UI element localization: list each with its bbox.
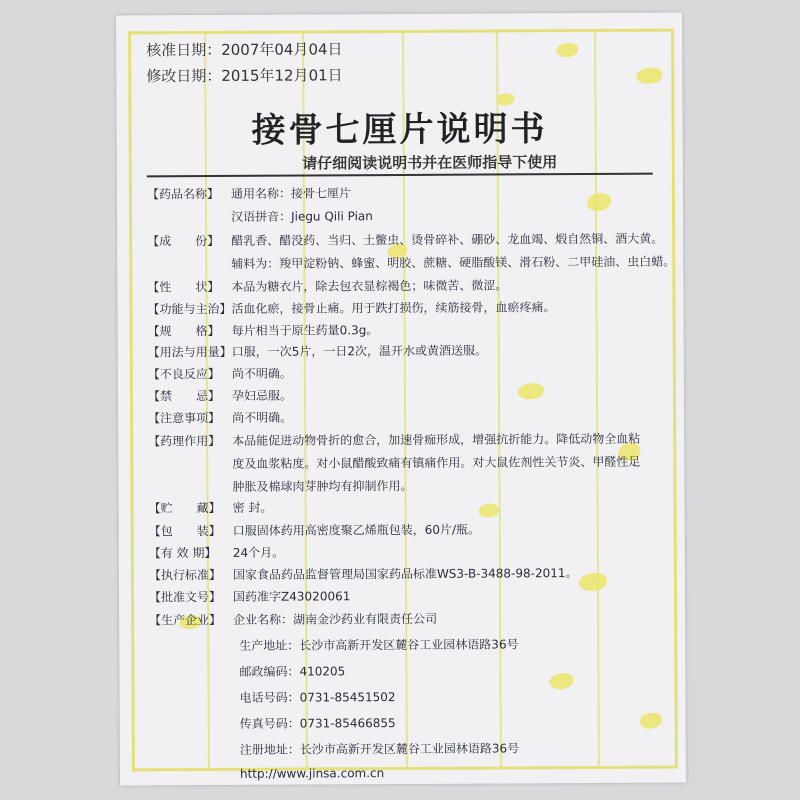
section-label: 【生产企业】 bbox=[149, 612, 222, 628]
section-text: 醋乳香、醋没药、当归、土鳖虫、烫骨碎补、硼砂、龙血竭、煅自然铜、酒大黄。 bbox=[231, 231, 664, 248]
section-text: 电话号码：0731-85451502 bbox=[239, 690, 396, 705]
section-text: 邮政编码：410205 bbox=[239, 664, 346, 679]
section-label: 【规 格】 bbox=[147, 323, 220, 339]
section-label: 【批准文号】 bbox=[148, 589, 222, 605]
section-text: 活血化瘀，接骨止痛。用于跌打损伤，续筋接骨，血瘀疼痛。 bbox=[231, 300, 556, 316]
section-text: 注册地址：长沙市高新开发区麓谷工业园林语路36号 bbox=[239, 741, 520, 757]
section-label: 【贮 藏】 bbox=[148, 500, 221, 516]
section-text: 24个月。 bbox=[232, 545, 285, 560]
section-text: 企业名称：湖南金沙药业有限责任公司 bbox=[233, 611, 438, 627]
section-text: 口服，一次5片，一日2次，温开水或黄酒送服。 bbox=[231, 343, 488, 359]
section-text: 生产地址：长沙市高新开发区麓谷工业园林语路36号 bbox=[239, 637, 519, 653]
section-label: 【不良反应】 bbox=[147, 366, 220, 382]
section-text: 尚不明确。 bbox=[231, 366, 292, 381]
section-label: 【禁 忌】 bbox=[147, 388, 221, 404]
section-label: 【功能与主治】 bbox=[147, 301, 232, 317]
section-text: 孕妇忌服。 bbox=[231, 388, 293, 403]
section-label: 【药理作用】 bbox=[148, 433, 221, 449]
section-label: 【执行标准】 bbox=[148, 567, 221, 583]
section-label: 【成 份】 bbox=[147, 233, 220, 249]
section-label: 【用法与用量】 bbox=[147, 344, 232, 360]
document-subtitle: 请仔细阅读说明书并在医师指导下使用 bbox=[302, 153, 558, 173]
section-text: 度及血浆粘度。对小鼠醋酸致痛有镇痛作用。对大鼠佐剂性关节炎、甲醛性足 bbox=[232, 454, 641, 471]
section-text: 通用名称：接骨七厘片 bbox=[230, 186, 351, 201]
section-text: 国家食品药品监督管理局国家药品标准WS3-B-3488-98-2011。 bbox=[232, 566, 578, 582]
revision-date: 修改日期：2015年12月01日 bbox=[146, 66, 343, 86]
leaflet-paper bbox=[116, 13, 686, 786]
document-title: 接骨七厘片说明书 bbox=[251, 109, 548, 151]
section-label: 【包 装】 bbox=[148, 523, 221, 539]
section-text: 汉语拼音：Jiegu Qili Pian bbox=[231, 209, 373, 224]
section-label: 【药品名称】 bbox=[146, 186, 219, 202]
section-text: 每片相当于原生药量0.3g。 bbox=[231, 323, 379, 338]
section-label: 【注意事项】 bbox=[148, 410, 221, 426]
section-text: 本品为糖衣片，除去包衣显棕褐色；味微苦、微涩。 bbox=[231, 278, 508, 294]
section-text: 肿胀及棉球肉芽肿均有抑制作用。 bbox=[232, 478, 413, 494]
section-text: 口服固体药用高密度聚乙烯瓶包装，60片/瓶。 bbox=[232, 522, 481, 538]
section-label: 【有 效 期】 bbox=[148, 545, 217, 561]
section-text: 尚不明确。 bbox=[232, 410, 293, 425]
approval-date: 核准日期：2007年04月04日 bbox=[146, 40, 343, 60]
section-text: 国药准字Z43020061 bbox=[232, 589, 351, 604]
section-text: 辅料为：羧甲淀粉钠、蜂蜜、明胶、蔗糖、硬脂酸镁、滑石粉、二甲硅油、虫白蜡。 bbox=[231, 254, 676, 271]
website-link[interactable]: http://www.jinsa.com.cn bbox=[239, 766, 385, 781]
section-text: 传真号码：0731-85466855 bbox=[239, 716, 396, 731]
section-text: 密 封。 bbox=[232, 500, 273, 515]
section-label: 【性 状】 bbox=[147, 279, 220, 295]
section-text: 本品能促进动物骨折的愈合，加速骨痂形成，增强抗折能力。降低动物全血粘 bbox=[232, 431, 641, 448]
